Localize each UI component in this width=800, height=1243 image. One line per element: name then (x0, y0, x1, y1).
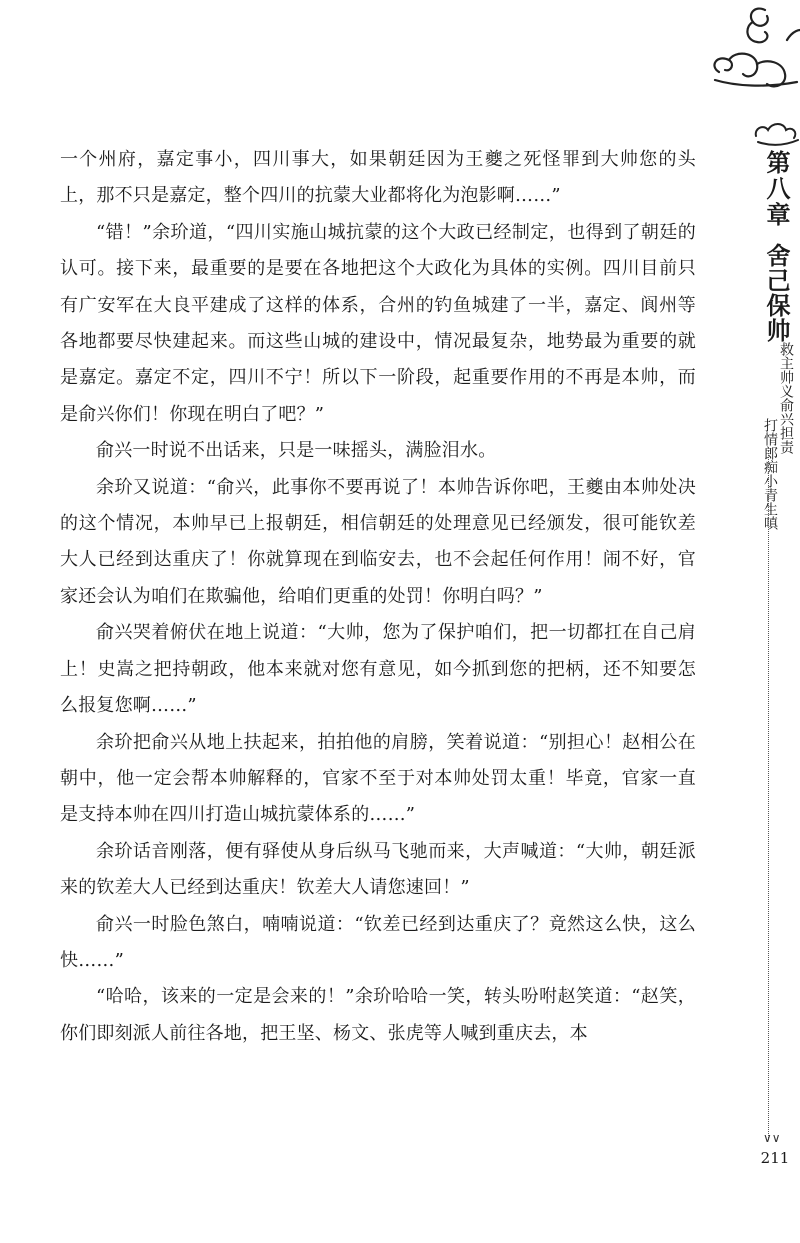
chapter-number: 第八章 (762, 150, 791, 228)
paragraph: 俞兴哭着俯伏在地上说道：“大帅，您为了保护咱们，把一切都扛在自己肩上！史嵩之把持朝政，他本来就对您有意见，如今抓到您的把柄，还不知要怎么报复您啊……” (60, 622, 696, 717)
paragraph: 余玠话音刚落，便有驿使从身后纵马飞驰而来，大声喊道：“大帅，朝廷派来的钦差大人已经到达重庆！钦差大人请您速回！” (60, 840, 696, 899)
chapter-subtitle-2: 打情郎痴小青生嗔 (762, 418, 778, 530)
paragraph: “错！”余玠道，“四川实施山城抗蒙的这个大政已经制定，也得到了朝廷的认可。接下来，最重要的是要在各地把这个大政化为具体的实例。四川目前只有广安军在大良平建成了这样的体系，合州的钓鱼城建了一半，嘉定、阆州等各地都要尽快建起来。而这些山城的建设中，情况最复杂，地势最为重要的就是嘉定。嘉定不定，四川不宁！所以下一阶段，起重要作用的不再是本帅，而是俞兴你们！你现在明白了吧？” (60, 221, 696, 425)
paragraph: 余玠又说道：“俞兴，此事你不要再说了！本帅告诉你吧，王夔由本帅处决的这个情况，本帅早已上报朝廷，相信朝廷的处理意见已经颁发，很可能钦差大人已经到达重庆了！你就算现在到临安去，也不会起任何作用！闹不好，官家还会认为咱们在欺骗他，给咱们更重的处罚！你明白吗？” (60, 476, 696, 607)
chapter-subtitle-1: 救主帅义俞兴担责 (778, 342, 794, 454)
body-text (60, 142, 696, 1052)
paragraph: 俞兴一时说不出话来，只是一味摇头，满脸泪水。 (96, 440, 497, 462)
paragraph: 余玠把俞兴从地上扶起来，拍拍他的肩膀，笑着说道：“别担心！赵相公在朝中，他一定会帮本帅解释的，官家不至于对本帅处罚太重！毕竟，官家一直是支持本帅在四川打造山城抗蒙体系的……” (60, 731, 696, 826)
chapter-title: 舍己保帅 (762, 243, 791, 343)
margin-dotted-rule (768, 450, 769, 1140)
cloud-ornament-small (752, 118, 800, 150)
cloud-ornament-top (705, 0, 800, 100)
page-number: 211 (760, 1149, 790, 1167)
paragraph: “哈哈，该来的一定是会来的！”余玠哈哈一笑，转头吩咐赵笑道：“赵笑，你们即刻派人前往各地，把王坚、杨文、张虎等人喊到重庆去，本 (60, 986, 696, 1044)
paragraph: 一个州府，嘉定事小，四川事大，如果朝廷因为王夔之死怪罪到大帅您的头上，那不只是嘉定，整个四川的抗蒙大业都将化为泡影啊……” (60, 149, 696, 207)
paragraph: 俞兴一时脸色煞白，喃喃说道：“钦差已经到达重庆了？竟然这么快，这么快……” (60, 913, 696, 971)
chevron-down-icon: ∨∨ (763, 1131, 781, 1145)
